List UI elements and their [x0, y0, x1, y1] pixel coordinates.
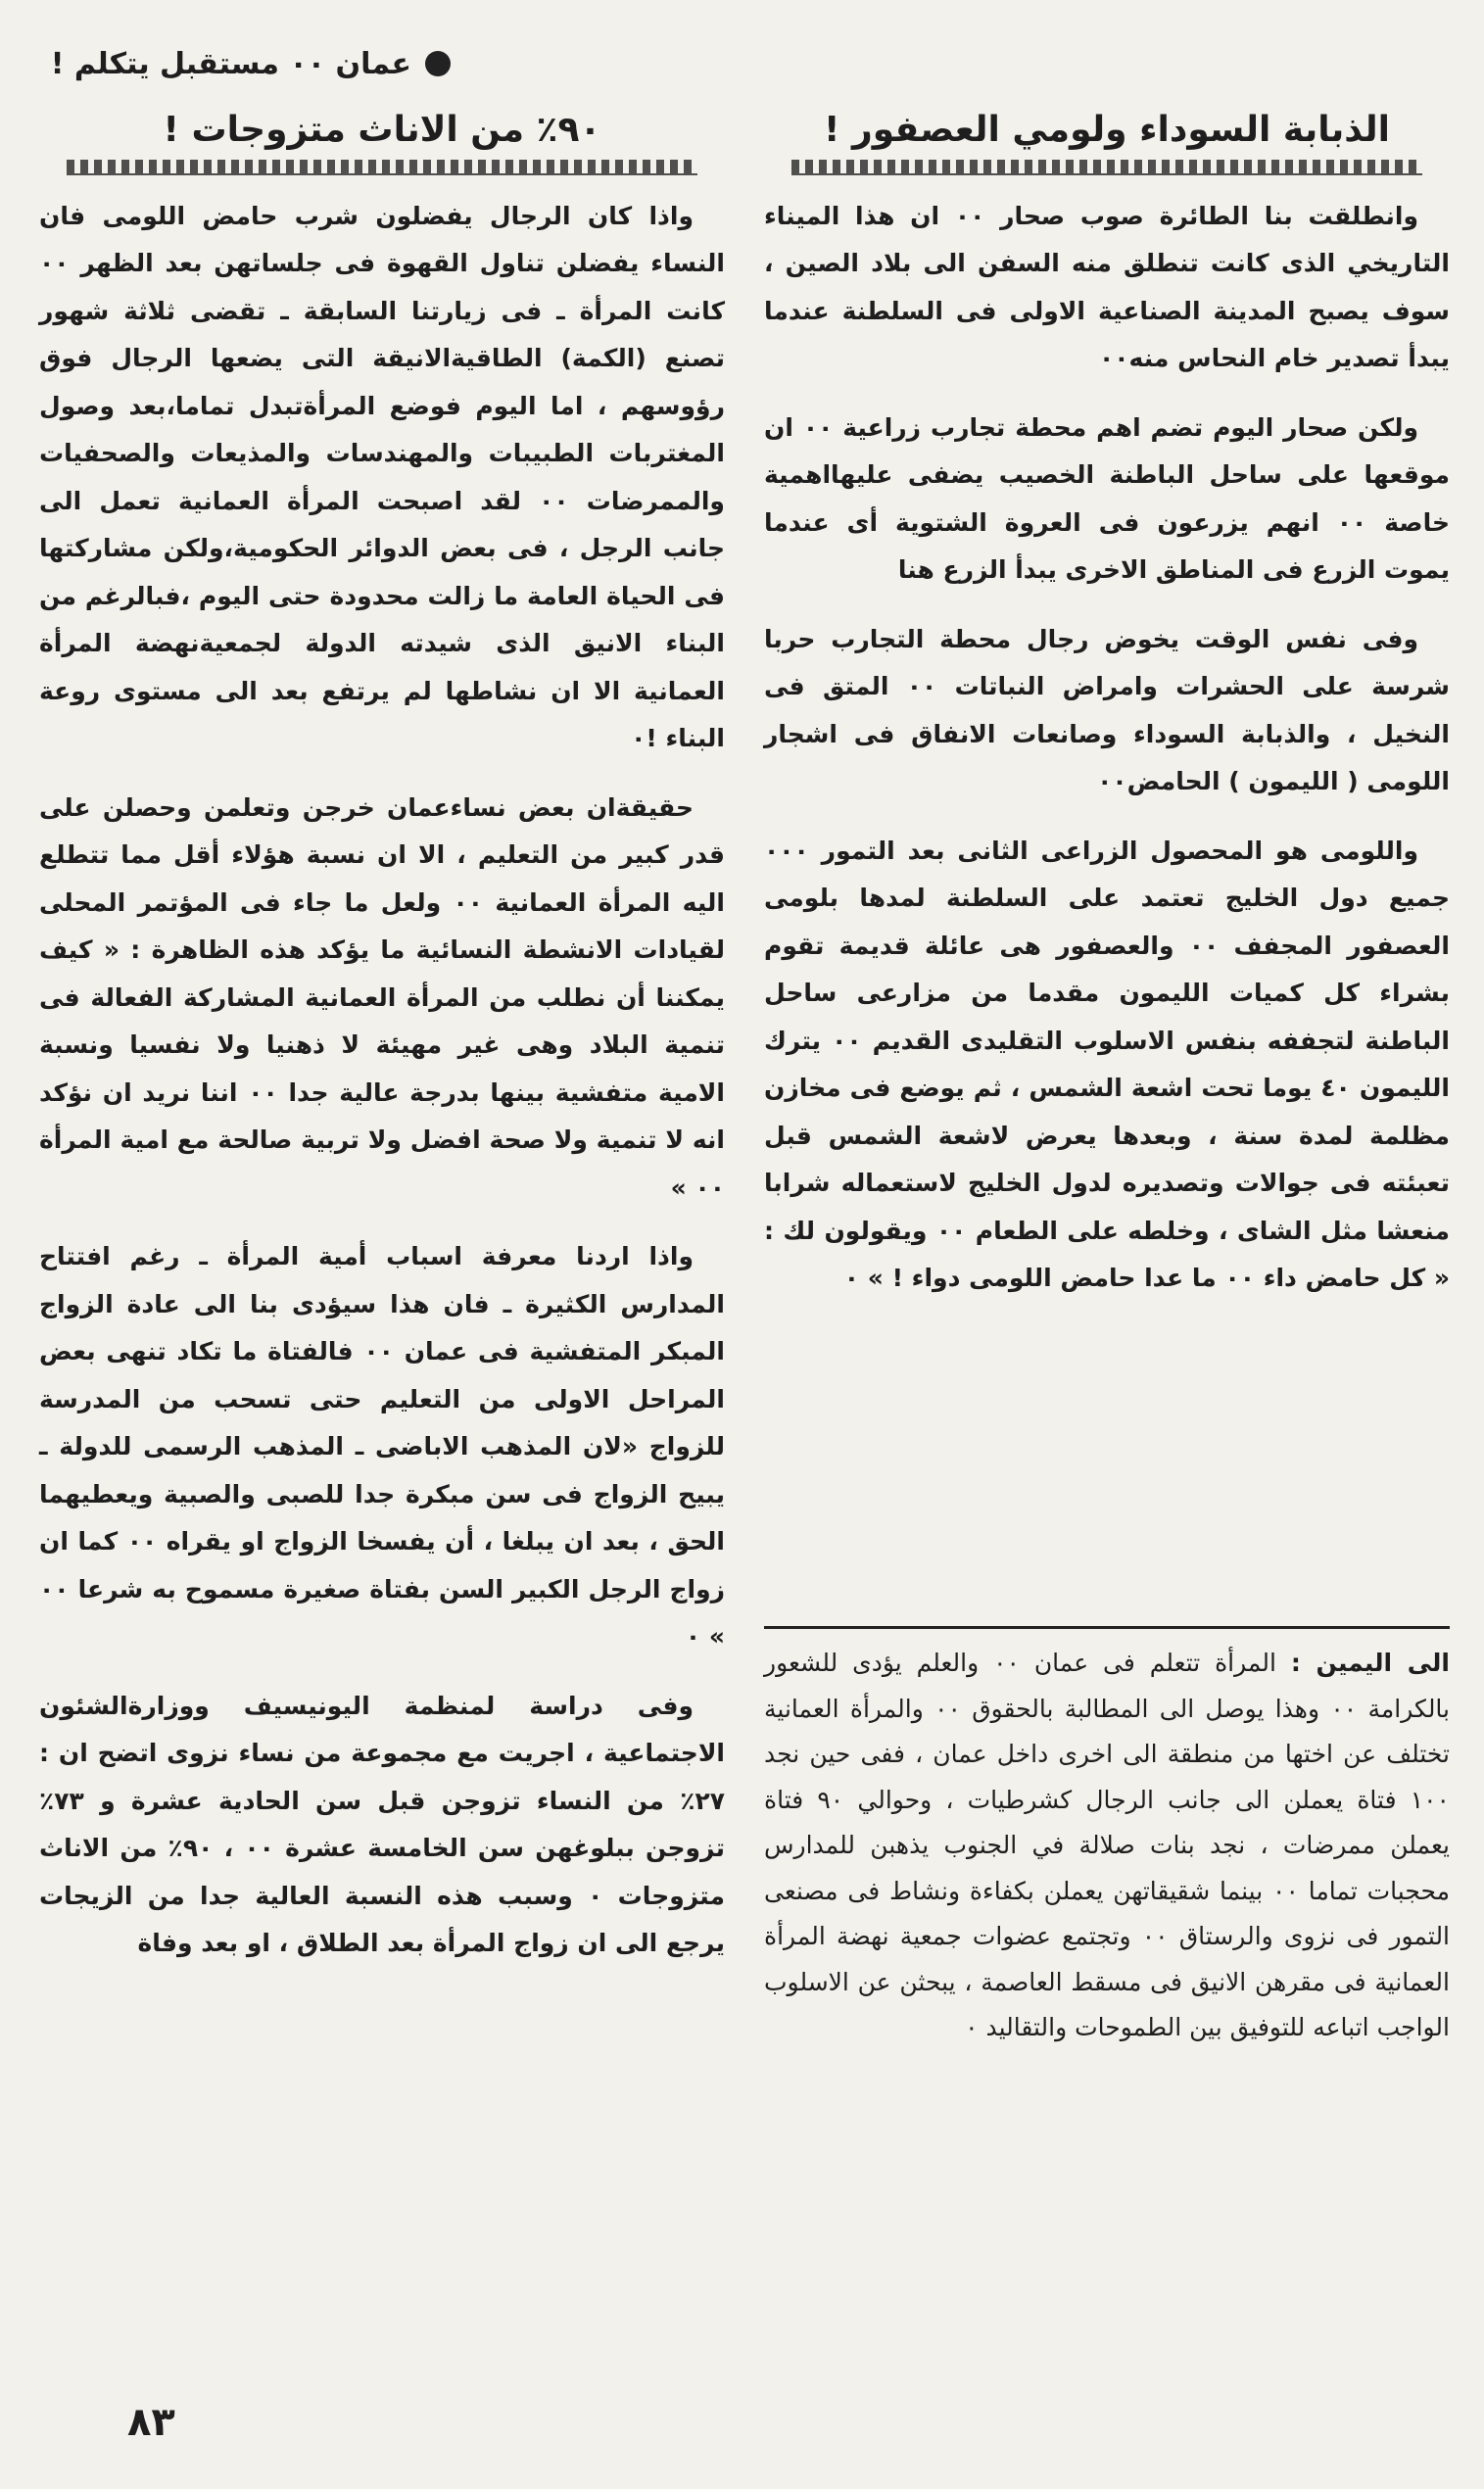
- running-header: [39, 39, 451, 88]
- paragraph: حقيقةان بعض نساءعمان خرجن وتعلمن وحصلن على قدر كبير من التعليم ، الا ان نسبة هؤلاء أقل مما تتطلع اليه المرأة العمانية ٠٠ ولعل ما جاء فى المؤتمر المحلى لقيادات الانشطة النسائية ما يؤكد هذه الظاهرة : « كيف يمكننا أن نطلب من المرأة العمانية المشاركة الفعالة فى تنمية البلاد وهى غير مهيئة لا ذهنيا ولا نفسيا ونسبة الامية متفشية بينها بدرجة عالية جدا ٠٠ اننا نريد ان نؤكد انه لا تنمية ولا صحة افضل ولا تربية صالحة مع امية المرأة ٠٠ »: [39, 792, 725, 1202]
- caption-body: المرأة تتعلم فى عمان ٠٠ والعلم يؤدى للشعور بالكرامة ٠٠ وهذا يوصل الى المطالبة بالحقوق ٠٠ والمرأة العمانية تختلف عن اختها من منطقة الى اخرى داخل عمان ، ففى حين نجد ١٠٠ فتاة يعملن الى جانب الرجال كشرطيات ، وحوالي ٩٠ فتاة يعملن ممرضات ، نجد بنات صلالة في الجنوب يذهبن للمدارس محجبات تماما ٠٠ بينما شقيقاتهن يعملن بكفاءة ونشاط فى مصنعى التمور فى نزوى والرستاق ٠٠ وتجتمع عضوات جمعية نهضة المرأة العمانية فى مقرهن الانيق فى مسقط العاصمة ، يبحثن عن الاسلوب الواجب اتباعه للتوفيق بين الطموحات والتقاليد ٠: [764, 1649, 1451, 2041]
- paragraph: وفى دراسة لمنظمة اليونيسيف ووزارةالشئون الاجتماعية ، اجريت مع مجموعة من نساء نزوى اتضح ان : ٢٧٪ من النساء تزوجن قبل سن الحادية عشرة و ٧٣٪ تزوجن ببلوغهن سن الخامسة عشرة ٠٠ ، ٩٠٪ من الاناث متزوجات ٠ وسبب هذه النسبة العالية جدا من الزيجات يرجع الى ان زواج المرأة بعد الطلاق ، او بعد وفاة: [39, 1691, 725, 1958]
- running-title: عمان ٠٠ مستقبل يتكلم !: [50, 46, 411, 81]
- paragraph: واذا كان الرجال يفضلون شرب حامض اللومى فان النساء يفضلن تناول القهوة فى جلساتهن بعد الظهر ٠٠ كانت المرأة ـ فى زيارتنا السابقة ـ تقضى ثلاثة شهور تصنع (الكمة) الطاقيةالانيقة التى يضعها الرجال فوق رؤوسهم ، اما اليوم فوضع المرأةتبدل تماما،بعد وصول المغتربات الطبيبات والمهندسات والمذيعات والصحفيات والممرضات ٠٠ لقد اصبحت المرأة العمانية تعمل الى جانب الرجل ، فى بعض الدوائر الحكومية،ولكن مشاركتها فى الحياة العامة ما زالت محدودة حتى اليوم ،فبالرغم من البناء الانيق الذى شيدته الدولة لجمعيةنهضة المرأة العمانية الا ان نشاطها لم يرتفع بعد الى مستوى روعة البناء !٠: [39, 201, 725, 753]
- left-column-title: ٩٠٪ من الاناث متزوجات !: [163, 110, 601, 150]
- bullet-icon: [425, 51, 451, 76]
- title-underline: [67, 160, 697, 175]
- paragraph: وفى نفس الوقت يخوض رجال محطة التجارب حربا شرسة على الحشرات وامراض النباتات ٠٠ المتق فى النخيل ، والذبابة السوداء وصانعات الانفاق فى اشجار اللومى ( الليمون ) الحامض٠٠: [764, 624, 1450, 796]
- paragraph: واذا اردنا معرفة اسباب أمية المرأة ـ رغم افتتاح المدارس الكثيرة ـ فان هذا سيؤدى بنا الى عادة الزواج المبكر المتفشية فى عمان ٠٠ فالفتاة ما تكاد تنهى بعض المراحل الاولى من التعليم حتى تسحب من المدرسة للزواج «لان المذهب الاباضى ـ المذهب الرسمى للدولة ـ يبيح الزواج فى سن مبكرة جدا للصبى والصبية ويعطيهما الحق ، بعد ان يبلغا ، أن يفسخا الزواج او يقراه ٠٠ كما ان زواج الرجل الكبير السن بفتاة صغيرة مسموح به شرعا ٠٠ » ٠: [39, 1242, 725, 1651]
- photo-caption-box: [764, 1626, 1450, 2380]
- paragraph: واللومى هو المحصول الزراعى الثانى بعد التمور ٠٠٠ جميع دول الخليج تعتمد على السلطنة لمدها بلومى العصفور المجفف ٠٠ والعصفور هى عائلة قديمة تقوم بشراء كل كميات الليمون مقدما من مزارعى ساحل الباطنة لتجففه بنفس الاسلوب التقليدى القديم ٠٠ يترك الليمون ٤٠ يوما تحت اشعة الشمس ، ثم يوضع فى مخازن مظلمة لمدة سنة ، وبعدها يعرض لاشعة الشمس قبل تعبئته فى جوالات وتصديره لدول الخليج لاستعماله شرابا منعشا مثل الشاى ، وخلطه على الطعام ٠٠ ويقولون لك : « كل حامض داء ٠٠ ما عدا حامض اللومى دواء ! » ٠: [764, 836, 1450, 1293]
- paragraph: وانطلقت بنا الطائرة صوب صحار ٠٠ ان هذا الميناء التاريخي الذى كانت تنطلق منه السفن الى بلاد الصين ، سوف يصبح المدينة الصناعية الاولى فى السلطنة عندما يبدأ تصدير خام النحاس منه٠٠: [764, 201, 1450, 373]
- caption-text: [764, 1641, 1450, 2051]
- right-column: [764, 108, 1450, 1324]
- page-number: ٨٣: [127, 2400, 175, 2445]
- right-column-title: الذبابة السوداء ولومي العصفور !: [824, 110, 1390, 150]
- paragraph: ولكن صحار اليوم تضم اهم محطة تجارب زراعية ٠٠ ان موقعها على ساحل الباطنة الخصيب يضفى عليهااهمية خاصة ٠٠ انهم يزرعون فى العروة الشتوية أى عندما يموت الزرع فى المناطق الاخرى يبدأ الزرع هنا: [764, 412, 1450, 585]
- left-column: [39, 108, 725, 1989]
- caption-lead: الى اليمين :: [1290, 1649, 1450, 1677]
- title-underline: [791, 160, 1422, 175]
